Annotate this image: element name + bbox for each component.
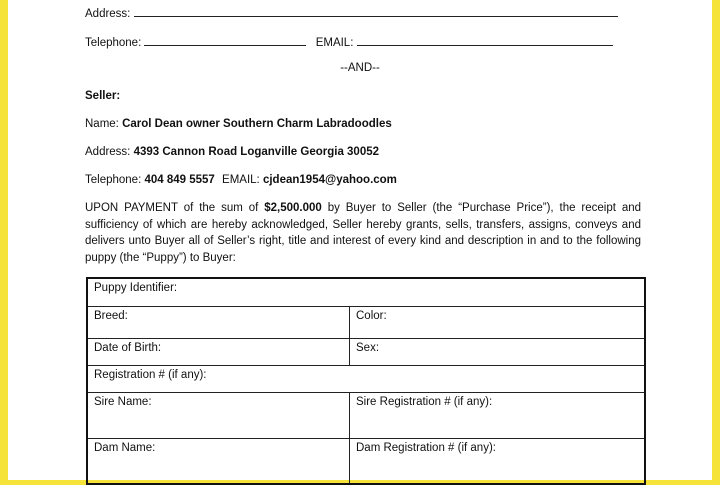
seller-address-line (85, 146, 379, 158)
buyer-contact-line (85, 34, 613, 49)
dob-cell[interactable] (87, 338, 350, 365)
seller-heading: Seller: (85, 90, 121, 102)
seller-address-value: 4393 Cannon Road Loganville Georgia 30052 (133, 146, 380, 158)
payment-paragraph (85, 200, 641, 266)
buyer-email-field[interactable] (357, 34, 613, 46)
dob-label: Date of Birth: (94, 341, 162, 354)
breed-cell[interactable] (87, 306, 350, 338)
buyer-telephone-label: Telephone: (85, 37, 142, 49)
and-separator: --AND-- (340, 62, 380, 74)
document-page (8, 0, 712, 480)
sire-registration-label: Sire Registration # (if any): (356, 395, 493, 408)
breed-label: Breed: (94, 309, 128, 322)
seller-email-label: EMAIL: (222, 174, 260, 186)
dam-name-label: Dam Name: (94, 441, 156, 454)
sex-label: Sex: (356, 341, 380, 354)
registration-cell[interactable] (87, 365, 645, 392)
sire-registration-cell[interactable] (350, 392, 646, 438)
sire-name-cell[interactable] (87, 392, 350, 438)
dam-registration-label: Dam Registration # (if any): (356, 441, 496, 454)
seller-contact-line (85, 174, 397, 186)
buyer-email-label: EMAIL: (315, 37, 354, 49)
seller-email-value: cjdean1954@yahoo.com (262, 174, 397, 186)
color-cell[interactable] (350, 306, 646, 338)
payment-text-after: by Buyer to Seller (the “Purchase Price”), the receipt and sufficiency of which are hereby acknowledged, Seller hereby grants, sells, transfers, assigns, conveys and delivers unto Buyer all of Seller’s right, title and interest of every kind and description in and to the following puppy (the “Puppy”) to Buyer: (85, 202, 642, 264)
seller-name-line (85, 118, 392, 130)
buyer-telephone-field[interactable] (144, 34, 306, 46)
payment-text-before: UPON PAYMENT of the sum of (85, 202, 265, 214)
dam-registration-cell[interactable] (350, 438, 646, 484)
puppy-identifier-cell[interactable] (87, 278, 645, 306)
buyer-address-field[interactable] (134, 5, 618, 17)
seller-name-value: Carol Dean owner Southern Charm Labradoodles (122, 118, 392, 130)
buyer-address-line (85, 5, 618, 20)
seller-telephone-label: Telephone: (85, 174, 142, 186)
purchase-price-amount: $2,500.000 (264, 202, 322, 214)
registration-label: Registration # (if any): (94, 368, 207, 381)
sex-cell[interactable] (350, 338, 646, 365)
buyer-address-label: Address: (85, 8, 131, 20)
puppy-identifier-label: Puppy Identifier: (94, 282, 178, 294)
seller-address-label: Address: (85, 146, 131, 158)
seller-name-label: Name: (85, 118, 119, 130)
seller-telephone-value: 404 849 5557 (144, 174, 215, 186)
color-label: Color: (356, 309, 387, 322)
puppy-details-table (86, 277, 646, 485)
sire-name-label: Sire Name: (94, 395, 152, 408)
dam-name-cell[interactable] (87, 438, 350, 484)
